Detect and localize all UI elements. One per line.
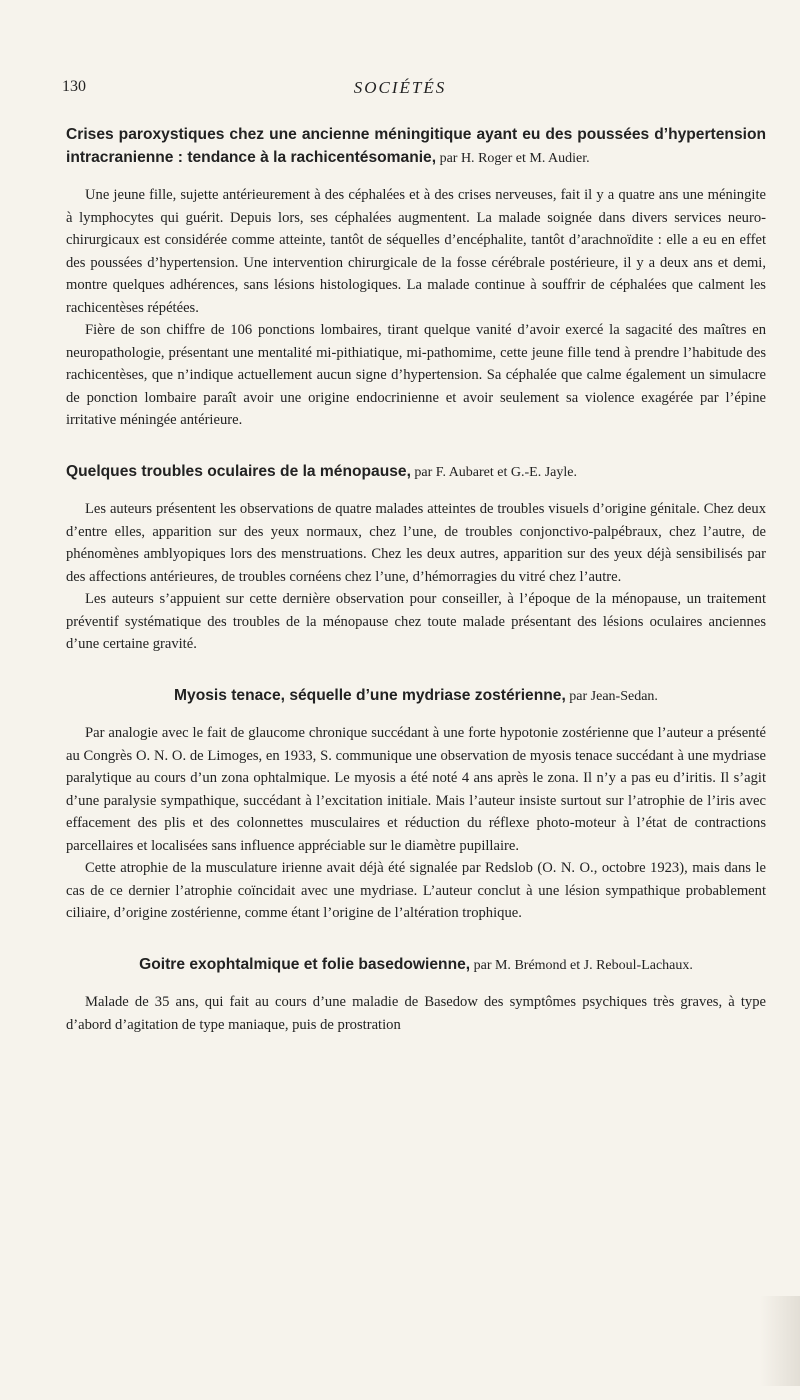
article-title	[66, 124, 766, 170]
article-paragraph: Cette atrophie de la musculature irienne avait déjà été signalée par Redslob (O. N. O., octobre 1923), mais dans le cas de ce dernier l’atrophie coïncidait avec une mydriase. L’auteur conclut à une lésion sympathique probablement ciliaire, d’origine zostérienne, comme étant l’origine de l’altération trophique.	[66, 860, 766, 921]
article-by: par M.	[470, 957, 515, 973]
article-title	[66, 685, 766, 709]
article-paragraph: Fière de son chiffre de 106 ponctions lombaires, tirant quelque vanité d’avoir exercé la sagacité des maîtres en neuropathologie, présentant une mentalité mi-pithiatique, mi-pathomime, cette jeune fille tend à prendre l’habitude des rachicentèses, que n’indique actuellement aucun signe d’hypertension. Sa céphalée que calme également un simulacre de ponction lombaire paraît avoir une origine endocrinienne et avoir seulement sa violence exagérée par l’épine irritative méningée antérieure.	[66, 322, 766, 428]
article-authors: Brémond et J. Reboul-Lachaux.	[514, 957, 693, 973]
article-paragraph: Malade de 35 ans, qui fait au cours d’une maladie de Basedow des symptômes psychiques très graves, à type d’abord d’agitation de type maniaque, puis de prostration	[66, 994, 766, 1033]
article-by: par H.	[436, 150, 479, 166]
article-title-text: Myosis tenace, séquelle d’une mydriase zostérienne,	[174, 686, 566, 704]
article-paragraph: Une jeune fille, sujette antérieurement à des céphalées et à des crises nerveuses, fait il y a quatre ans une méningite à lymphocytes qui guérit. Depuis lors, ses céphalées augmentent. La malade soignée dans divers services neuro-chirurgicaux est considérée comme atteinte, tantôt de séquelles d’encéphalite, tantôt d’arachnoïdite : elle a eu en effet des poussées d’hypertension. Une intervention chirurgicale de la fosse cérébrale postérieure, il y a deux ans et demi, montre quelques adhérences, sans lésions histologiques. La malade continue à souffrir de céphalées que calment les rachicentèses répétées.	[66, 187, 766, 316]
article-by: par F.	[410, 464, 449, 480]
article-rachicentesomanie	[66, 124, 766, 432]
article-myosis	[66, 685, 766, 925]
article-title-text: Goitre exophtalmique et folie basedowienne,	[139, 955, 471, 973]
article-title	[66, 461, 766, 485]
page-header	[62, 78, 738, 102]
article-authors: Jean-Sedan.	[590, 688, 658, 704]
article-title-text: Crises paroxystiques chez une ancienne méningitique ayant eu des poussées d’hypertension intracranienne : tendance à la rachicentésomanie,	[66, 126, 766, 166]
article-paragraph: Les auteurs présentent les observations de quatre malades atteintes de troubles visuels d’origine génitale. Chez deux d’entre elles, apparition sur des yeux normaux, chez l’une, de troubles conjonctivo-palpébraux, chez l’autre, de phénomènes amblyopiques lors des menstruations. Chez les deux autres, apparition sur des yeux déjà sensibilisés par des affections antérieures, de troubles cornéens chez l’une, d’hémorragies du vitré chez l’autre.	[66, 501, 766, 585]
running-title: SOCIÉTÉS	[353, 78, 447, 97]
article-authors: Aubaret et G.-E. Jayle.	[448, 464, 577, 480]
article-title	[66, 954, 766, 978]
article-menopause	[66, 461, 766, 656]
article-by: par	[565, 688, 591, 704]
article-paragraph: Par analogie avec le fait de glaucome chronique succédant à une forte hypotonie zostérienne que l’auteur a présenté au Congrès O. N. O. de Limoges, en 1933, S. communique une observation de myosis tenace succédant à une mydriase paralytique au cours d’un zona ophtalmique. Le myosis a été noté 4 ans après le zona. Il n’y a pas eu d’iritis. Il s’agit d’une paralysie sympathique, succédant à l’excitation initiale. Mais l’auteur insiste surtout sur l’atrophie de l’iris avec effacement des plis et des colonnettes musculaires et réduction du réflexe photo-moteur à l’état de contractions parcellaires et localisées sans influence appréciable sur le diamètre pupillaire.	[66, 725, 766, 854]
article-paragraph: Les auteurs s’appuient sur cette dernière observation pour conseiller, à l’époque de la ménopause, un traitement préventif systématique des troubles de la ménopause chez toute malade présentant des lésions oculaires anciennes d’une certaine gravité.	[66, 591, 766, 652]
page-edge-shadow	[760, 1296, 800, 1386]
article-authors: Roger et M. Audier.	[478, 150, 590, 166]
page-number: 130	[62, 78, 86, 95]
article-basedow	[66, 954, 766, 1037]
article-title-text: Quelques troubles oculaires de la ménopause,	[66, 462, 411, 480]
page-content	[66, 124, 766, 1036]
